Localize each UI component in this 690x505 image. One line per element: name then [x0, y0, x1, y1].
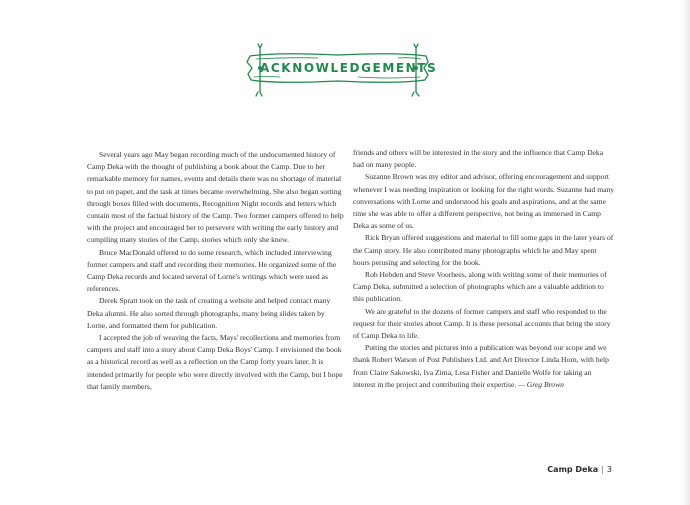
text-column-right [353, 147, 615, 391]
page-title: ACKNOWLEDGEMENTS [260, 61, 438, 75]
title-banner [238, 42, 438, 98]
paragraph: Derek Spratt took on the task of creating a website and helped contact many Deka alumni. He also sorted through photographs, many being slides taken by Lorne, and formatted them for publication. [87, 296, 331, 330]
page-number: 3 [606, 465, 612, 474]
paragraph: Rick Bryan offered suggestions and material to fill some gaps in the later years of the Camp story. He also contributed many photographs which he and May spent hours perusing and selecting for the book. [353, 233, 614, 267]
paragraph-continuation: friends and others will be interested in the story and the influence that Camp Deka had on many people. [353, 148, 604, 170]
paragraph-text: Putting the stories and pictures into a publication was beyond our scope and we thank Robert Watson of Post Publishers Ltd. and Art Director Linda Horn, with help from Claire Sakowski, Iva Zima, Lesa Fisher and Danielle Wolfe for taking an interest in the project and contributing their expertise. [353, 343, 609, 389]
signature: — Greg Brown [518, 379, 564, 389]
footer-separator: | [601, 465, 604, 474]
paragraph: I accepted the job of weaving the facts, Mays' recollections and memories from campers and staff into a story about Camp Deka Boys' Camp. I envisioned the book as a historical record as well as a reflection on the Camp forty years later. It is intended primarily for people who were directly involved with the Camp, but I hope that family members, [87, 333, 343, 391]
paragraph: Suzanne Brown was my editor and advisor, offering encouragement and support whenever I was needing inspiration or looking for the right words. Suzanne had many conversations with Lorne and understood his goals and aspirations, and at the same time she was able to offer a different perspective, not being as immersed in Camp Deka as some of us. [353, 172, 615, 231]
paragraph: We are grateful to the dozens of former campers and staff who responded to the request for their stories about Camp. It is these personal accounts that bring the story of Camp Deka to life. [353, 306, 611, 341]
running-footer-title: Camp Deka [547, 465, 599, 474]
paragraph: Several years ago May began recording much of the undocumented history of Camp Deka with the thought of publishing a book about the Camp. Due to her remarkable memory for names, events and details there was no shortage of material to put on paper, and the task at times became overwhelming. She also began sorting through boxes filled with documents, Recognition Night records and letters which contain most of the factual history of the Camp. Two former campers offered to help with the project and encouraged her to persevere with writing the early history and compiling many stories of the Camp, stories which only she knew. [87, 150, 344, 245]
paragraph: Rob Hebden and Steve Voorhees, along with writing some of their memories of Camp Deka, submitted a selection of photographs which are a valuable addition to this publication. [353, 270, 607, 304]
page-footer [547, 465, 612, 474]
paragraph [353, 342, 615, 391]
paragraph: Bruce MacDonald offered to do some research, which included interviewing former campers and staff and recording their memories. He organized some of the Camp Deka records and located several of Lorne's writings which were used as references. [87, 247, 337, 294]
text-column-left [87, 149, 344, 393]
page-edge-shadow [682, 0, 690, 505]
